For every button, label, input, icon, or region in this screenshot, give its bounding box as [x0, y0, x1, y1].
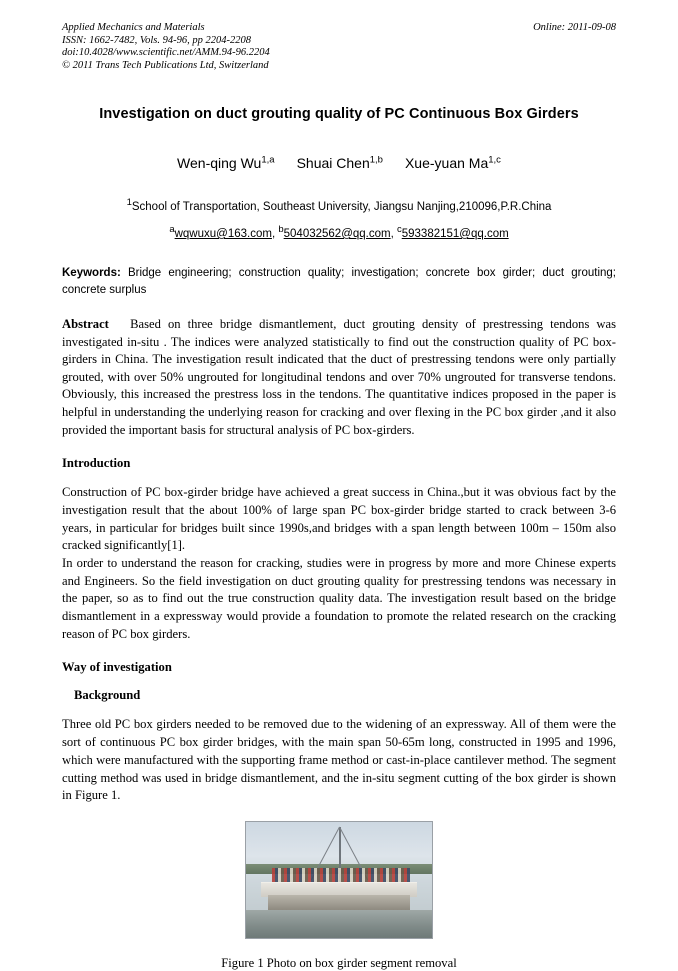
- email-3-address[interactable]: 593382151@qq.com: [401, 228, 509, 240]
- affiliation-text: School of Transportation, Southeast University, Jiangsu Nanjing,210096,P.R.China: [131, 201, 552, 213]
- email-1-sup: a: [169, 224, 175, 236]
- keywords-text: Bridge engineering; construction quality; investigation; concrete box girder; duct grouting; concrete surplus: [62, 267, 616, 296]
- photo-crowd: [272, 868, 410, 883]
- figure-1: [62, 821, 616, 971]
- author-emails: [62, 224, 616, 240]
- section-heading-way-of-investigation: Way of investigation: [62, 660, 172, 675]
- affiliation: [62, 197, 616, 213]
- author-1: [177, 155, 275, 171]
- author-1-sup: 1,a: [261, 154, 275, 166]
- box-girder-segment-removal-photo: [245, 821, 433, 939]
- journal-info: [62, 22, 482, 72]
- issn-line: ISSN: 1662-7482, Vols. 94-96, pp 2204-2208: [62, 34, 251, 46]
- author-1-name: Wen-qing Wu: [177, 155, 262, 171]
- email-sep-2: ,: [390, 228, 397, 240]
- intro-paragraph-1: Construction of PC box-girder bridge have achieved a great success in China.,but it was obvious fact by the investigation result that the about 100% of large span PC box-girder bridge started to crack between 3-6 years, in particular for bridges built since 1990s,and bridges with a span length between 100m – 150m also cracked significantly[1].: [62, 485, 616, 553]
- background-paragraph-1: Three old PC box girders needed to be removed due to the widening of an expressway. All of them were the sort of continuous PC box girder bridges, with the main span 50-65m long, constructed in 1995 and 1996, which were manufactured with the supporting frame method or cast-in-place cantilever method. The segment cutting method was used in bridge dismantlement, and the in-situ segment cutting of the box girder is shown in Figure 1.: [62, 717, 616, 803]
- author-2-sup: 1,b: [369, 154, 383, 166]
- author-2-name: Shuai Chen: [296, 155, 370, 171]
- keywords-block: [62, 265, 616, 299]
- author-3-name: Xue-yuan Ma: [404, 155, 489, 171]
- email-sep-1: ,: [271, 228, 279, 240]
- author-list: [62, 155, 616, 171]
- intro-paragraph-2: In order to understand the reason for cracking, studies were in progress by more and more Chinese experts and Engineers. So the field investigation on duct grouting quality for prestressing tendons was necessary in the paper, so as to find out the true construction quality data. The investigation result based on the bridge dismantlement in a expressway would provide a foundation to promote the related research on the cracking reason of PC box girders.: [62, 555, 616, 641]
- journal-name: Applied Mechanics and Materials: [62, 22, 205, 33]
- photo-water: [246, 910, 432, 938]
- page-title: Investigation on duct grouting quality of PC Continuous Box Girders: [99, 106, 579, 122]
- affiliation-sup: 1: [126, 197, 132, 209]
- online-date: Online: 2011-09-08: [533, 22, 616, 33]
- author-3: [405, 155, 501, 171]
- page-header: [62, 22, 616, 80]
- doi-line: doi:10.4028/www.scientific.net/AMM.94-96.2204: [62, 47, 270, 59]
- copyright-line: © 2011 Trans Tech Publications Ltd, Switzerland: [62, 59, 269, 71]
- abstract-label: Abstract: [62, 317, 109, 331]
- abstract-block: [62, 316, 616, 439]
- author-3-sup: 1,c: [488, 154, 501, 166]
- email-1-address[interactable]: wqwuxu@163.com: [174, 228, 272, 240]
- email-2-sup: b: [278, 224, 284, 236]
- section-heading-introduction: Introduction: [62, 456, 131, 471]
- subsection-heading-background: Background: [74, 688, 141, 703]
- figure-1-caption: Figure 1 Photo on box girder segment removal: [221, 956, 457, 970]
- email-3-sup: c: [396, 224, 402, 236]
- abstract-text: Based on three bridge dismantlement, duct grouting density of prestressing tendons was investigated in-situ . The indices were analyzed statistically to find out the construction quality of PC box-girders in China. The investigation result indicated that the duct of prestressing tendons were only partially grouted, with over 50% ungrouted for longitudinal tendons and over 70% ungrouted for transverse tendons. Obviously, this increased the prestress loss in the tendons. The quantitative indices proposed in the paper is helpful in understanding the underlying reason for cracking and over flexing in the PC box girder ,and it also provided the important basis for structural analysis of PC box-girders.: [62, 317, 617, 437]
- email-2-address[interactable]: 504032562@qq.com: [283, 228, 391, 240]
- author-2: [297, 155, 383, 171]
- photo-box-girder: [268, 895, 409, 910]
- keywords-label: Keywords:: [62, 267, 121, 279]
